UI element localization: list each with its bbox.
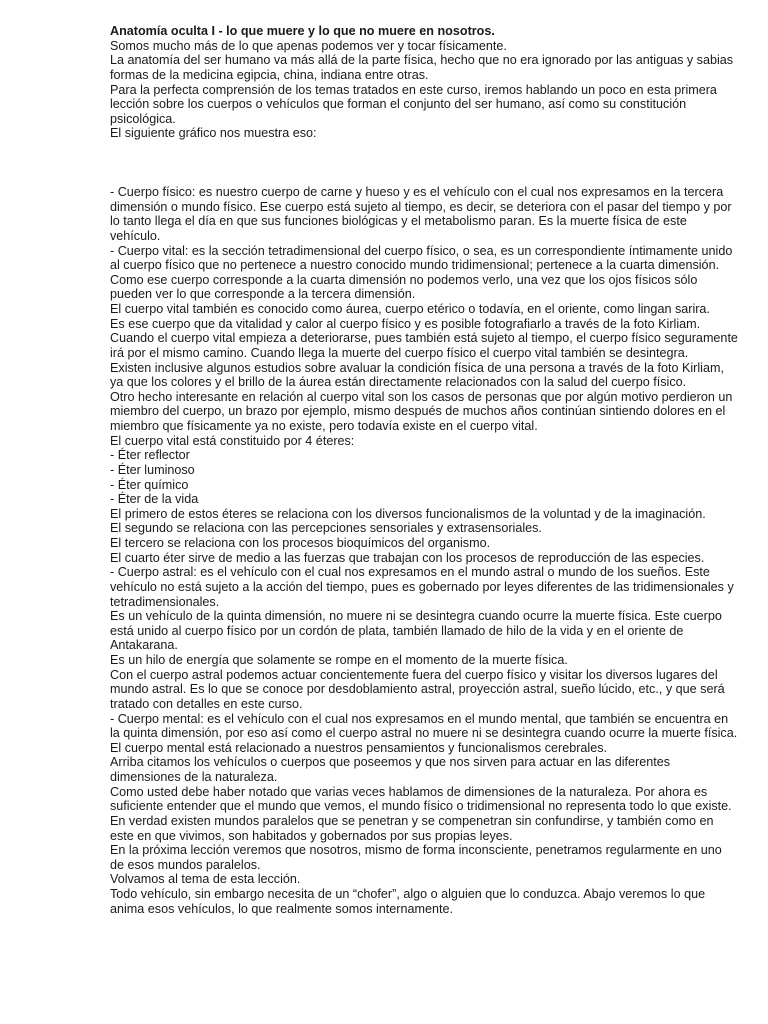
paragraph: - Cuerpo físico: es nuestro cuerpo de carne y hueso y es el vehículo con el cual nos expresamos en la tercera dimensión o mundo físico. Ese cuerpo está sujeto al tiempo, es decir, se deteriora con el pasar del tiempo y por lo tanto llega el día en que sus funciones biológicas y el metabolismo paran. Es la muerte física de este vehículo. xyxy=(110,185,732,243)
paragraph: Es un hilo de energía que solamente se rompe en el momento de la muerte física. xyxy=(110,653,568,667)
paragraph: Como usted debe haber notado que varias veces hablamos de dimensiones de la naturaleza. Por ahora es suficiente entender que el mundo que vemos, el mundo físico o tridimensional no representa todo lo que existe. xyxy=(110,784,732,814)
paragraph: El cuerpo vital está constituido por 4 éteres: xyxy=(110,433,355,448)
paragraph: Existen inclusive algunos estudios sobre avaluar la condición física de una persona a través de la foto Kirliam, ya que los colores y el brillo de la áurea están directamente relacionados con la salud del cuerpo físico. xyxy=(110,360,724,390)
body-section xyxy=(110,185,738,916)
paragraph: Somos mucho más de lo que apenas podemos ver y tocar físicamente. xyxy=(110,38,507,53)
document-title: Anatomía oculta I - lo que muere y lo que no muere en nosotros. xyxy=(110,24,495,38)
intro-section xyxy=(110,39,738,141)
graphic-placeholder xyxy=(110,141,738,185)
paragraph: Es un vehículo de la quinta dimensión, no muere ni se desintegra cuando ocurre la muerte física. Este cuerpo está unido al cuerpo físico por un cordón de plata, también llamado de hilo de la vida y en el oriente de Antakarana. xyxy=(110,609,722,653)
paragraph: En la próxima lección veremos que nosotros, mismo de forma inconsciente, penetramos regularmente en uno de esos mundos paralelos. xyxy=(110,843,722,872)
paragraph: El cuerpo vital también es conocido como áurea, cuerpo etérico o todavía, en el oriente, como lingan sarira. xyxy=(110,302,710,316)
paragraph: El primero de estos éteres se relaciona con los diversos funcionalismos de la voluntad y de la imaginación. xyxy=(110,506,706,521)
paragraph: - Cuerpo astral: es el vehículo con el cual nos expresamos en el mundo astral o mundo de los sueños. Este vehículo no está sujeto a la acción del tiempo, pues es gobernado por leyes diferentes de las tridimensionales y tetradimensionales. xyxy=(110,565,734,609)
list-item: - Éter químico xyxy=(110,477,189,492)
paragraph: El cuerpo mental está relacionado a nuestros pensamientos y funcionalismos cerebrales. xyxy=(110,740,608,755)
paragraph: Como ese cuerpo corresponde a la cuarta dimensión no podemos verlo, una vez que los ojos físicos sólo pueden ver lo que corresponde a la tercera dimensión. xyxy=(110,272,698,302)
paragraph: La anatomía del ser humano va más allá de la parte física, hecho que no era ignorado por las antiguas y sabias formas de la medicina egipcia, china, indiana entre otras. xyxy=(110,53,734,82)
list-item: - Éter luminoso xyxy=(110,462,195,477)
paragraph: En verdad existen mundos paralelos que se penetran y se compenetran sin confundirse, y también como en este en que vivimos, son habitados y gobernados por sus propias leyes. xyxy=(110,813,714,843)
paragraph: El siguiente gráfico nos muestra eso: xyxy=(110,126,317,141)
paragraph: Con el cuerpo astral podemos actuar concientemente fuera del cuerpo físico y visitar los diversos lugares del mundo astral. Es lo que se conoce por desdoblamiento astral, proyección astral, sueño lúcido, etc., y que será tratado con detalles en este curso. xyxy=(110,667,725,711)
paragraph: Para la perfecta comprensión de los temas tratados en este curso, iremos hablando un poco en esta primera lección sobre los cuerpos o vehículos que forman el conjunto del ser humano, así como su constitución psicológica. xyxy=(110,82,717,126)
document-page xyxy=(110,24,738,916)
paragraph: - Cuerpo mental: es el vehículo con el cual nos expresamos en el mundo mental, que también se encuentra en la quinta dimensión, por eso así como el cuerpo astral no muere ni se desintegra cuando ocurre la muerte física. xyxy=(110,711,738,741)
paragraph: Es ese cuerpo que da vitalidad y calor al cuerpo físico y es posible fotografiarlo a través de la foto Kirliam. xyxy=(110,316,701,331)
paragraph: Todo vehículo, sin embargo necesita de un “chofer”, algo o alguien que lo conduzca. Abajo veremos lo que anima esos vehículos, lo que realmente somos internamente. xyxy=(110,887,706,916)
paragraph: El segundo se relaciona con las percepciones sensoriales y extrasensoriales. xyxy=(110,521,542,536)
paragraph: El cuarto éter sirve de medio a las fuerzas que trabajan con los procesos de reproducción de las especies. xyxy=(110,550,705,565)
paragraph: Arriba citamos los vehículos o cuerpos que poseemos y que nos sirven para actuar en las diferentes dimensiones de la naturaleza. xyxy=(110,755,671,784)
list-item: - Éter de la vida xyxy=(110,492,199,507)
paragraph: El tercero se relaciona con los procesos bioquímicos del organismo. xyxy=(110,536,491,550)
paragraph: Cuando el cuerpo vital empieza a deteriorarse, pues también está sujeto al tiempo, el cuerpo físico seguramente irá por el mismo camino. Cuando llega la muerte del cuerpo físico el cuerpo vital también se desintegra. xyxy=(110,331,738,360)
paragraph: Otro hecho interesante en relación al cuerpo vital son los casos de personas que por algún motivo perdieron un miembro del cuerpo, un brazo por ejemplo, mismo después de muchos años continúan sintiendo dolores en el miembro que físicamente ya no existe, pero todavía existe en el cuerpo vital. xyxy=(110,389,733,433)
list-item: - Éter reflector xyxy=(110,448,190,463)
paragraph: - Cuerpo vital: es la sección tetradimensional del cuerpo físico, o sea, es un correspondiente íntimamente unido al cuerpo físico que no pertenece a nuestro conocido mundo tridimensional; pertenece a la cuarta dimensión. xyxy=(110,243,733,273)
paragraph: Volvamos al tema de esta lección. xyxy=(110,872,301,887)
